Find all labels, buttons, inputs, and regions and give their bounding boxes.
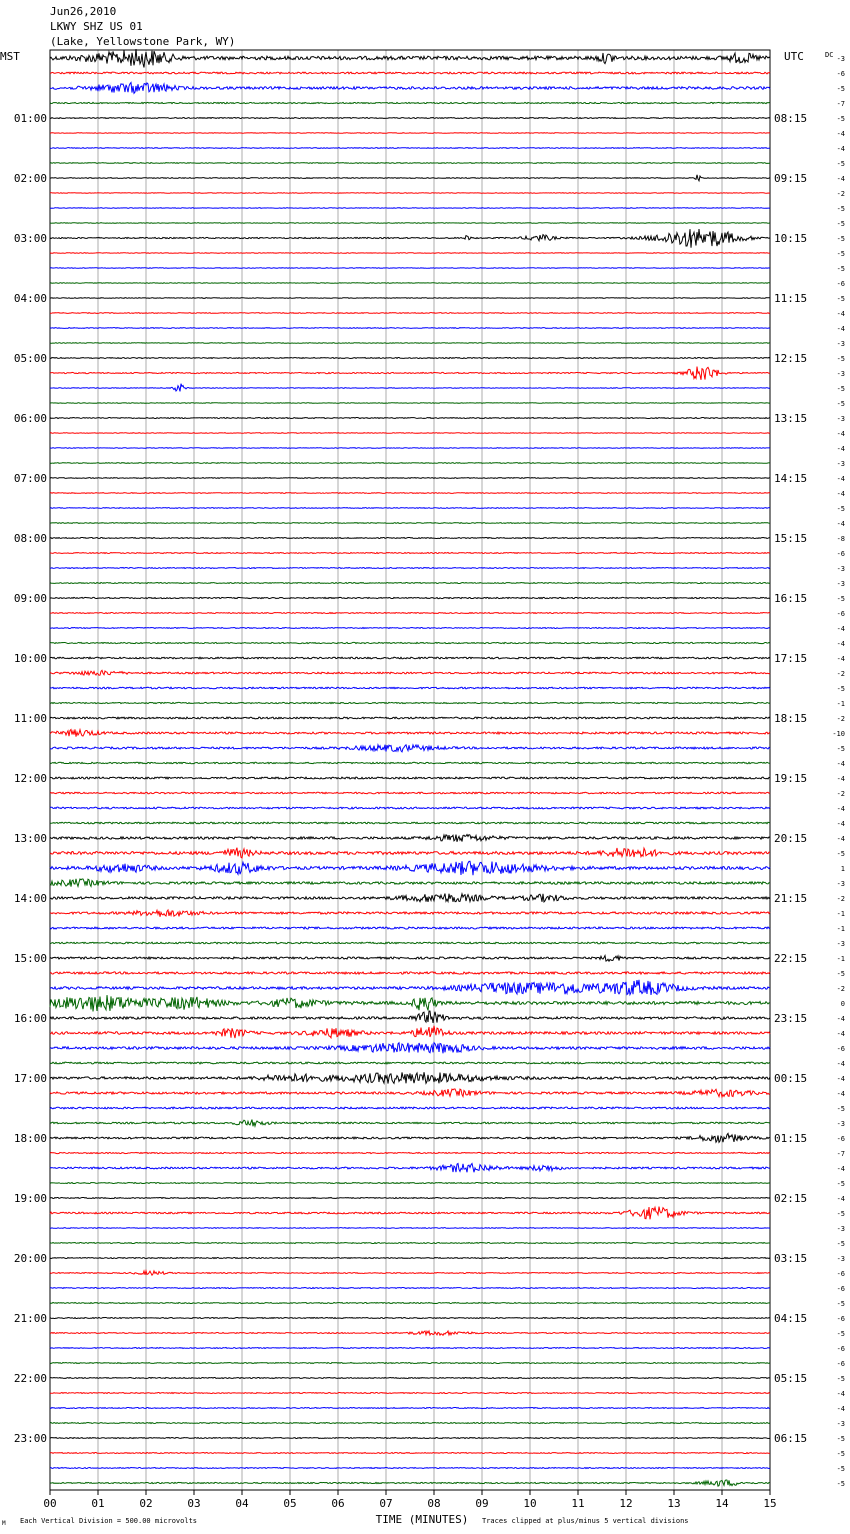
hour-label-left: 07:00 — [13, 472, 47, 485]
x-tick-label: 09 — [475, 1497, 489, 1510]
dc-offset-label: -3 — [836, 55, 845, 63]
dc-offset-label: -4 — [836, 490, 845, 498]
seismic-trace — [50, 879, 770, 887]
seismic-trace — [50, 175, 770, 181]
seismic-trace — [50, 358, 770, 359]
dc-offset-label: -5 — [836, 1465, 845, 1473]
hour-label-right: 16:15 — [774, 592, 808, 605]
seismic-trace — [50, 642, 770, 643]
dc-offset-label: -4 — [836, 1060, 845, 1068]
seismic-trace — [50, 433, 770, 434]
x-tick-label: 03 — [187, 1497, 201, 1510]
seismic-trace — [50, 1107, 770, 1109]
hour-label-right: 00:15 — [774, 1072, 808, 1085]
dc-offset-label: -6 — [836, 1360, 845, 1368]
seismic-trace — [50, 1228, 770, 1229]
seismic-trace — [50, 229, 770, 248]
dc-offset-label: -5 — [836, 1300, 845, 1308]
hour-label-right: 20:15 — [774, 832, 808, 845]
seismic-trace — [50, 403, 770, 404]
x-tick-label: 11 — [571, 1497, 585, 1510]
hour-label-left: 19:00 — [13, 1192, 47, 1205]
dc-offset-label: -2 — [836, 670, 845, 678]
seismic-trace — [50, 762, 770, 763]
dc-offset-label: -3 — [836, 1255, 845, 1263]
seismic-trace — [50, 283, 770, 284]
date-label: Jun26,2010 — [50, 5, 117, 18]
seismic-trace — [50, 745, 770, 752]
x-tick-label: 07 — [379, 1497, 393, 1510]
seismic-trace — [50, 193, 770, 194]
dc-offset-label: -3 — [836, 880, 845, 888]
dc-offset-label: -5 — [836, 1480, 845, 1488]
dc-offset-label: -6 — [836, 1315, 845, 1323]
dc-offset-label: -3 — [836, 1225, 845, 1233]
hour-label-left: 10:00 — [13, 652, 47, 665]
dc-offset-label: -4 — [836, 430, 845, 438]
seismic-trace — [50, 980, 770, 995]
hour-label-left: 18:00 — [13, 1132, 47, 1145]
seismic-trace — [50, 49, 770, 67]
seismic-trace — [50, 628, 770, 629]
hour-label-right: 14:15 — [774, 472, 808, 485]
dc-offset-label: -5 — [836, 265, 845, 273]
x-tick-label: 00 — [43, 1497, 57, 1510]
seismic-trace — [50, 597, 770, 598]
dc-offset-label: -3 — [836, 460, 845, 468]
seismic-trace — [50, 702, 770, 703]
seismic-trace — [50, 523, 770, 524]
seismic-trace — [50, 1393, 770, 1394]
hour-label-right: 18:15 — [774, 712, 808, 725]
dc-offset-label: -5 — [836, 1180, 845, 1188]
seismic-trace — [50, 1453, 770, 1454]
seismic-trace — [50, 729, 770, 736]
x-tick-label: 15 — [763, 1497, 777, 1510]
seismic-trace — [50, 268, 770, 269]
dc-offset-label: -6 — [836, 1135, 845, 1143]
seismic-trace — [50, 1480, 770, 1486]
dc-offset-label: -4 — [836, 520, 845, 528]
seismic-trace — [50, 1198, 770, 1199]
dc-offset-label: -5 — [836, 220, 845, 228]
hour-label-right: 09:15 — [774, 172, 808, 185]
seismic-trace — [50, 613, 770, 614]
dc-offset-label: -6 — [836, 610, 845, 618]
hour-label-right: 13:15 — [774, 412, 808, 425]
seismic-trace — [50, 208, 770, 209]
dc-offset-label: -5 — [836, 1450, 845, 1458]
dc-offset-label: -4 — [836, 775, 845, 783]
dc-offset-label: 1 — [840, 865, 845, 873]
dc-offset-label: -3 — [836, 340, 845, 348]
seismic-trace — [50, 792, 770, 794]
seismic-trace — [50, 102, 770, 103]
dc-offset-label: -2 — [836, 790, 845, 798]
seismic-trace — [50, 807, 770, 809]
hour-label-left: 16:00 — [13, 1012, 47, 1025]
seismic-trace — [50, 1288, 770, 1289]
dc-offset-label: -4 — [836, 625, 845, 633]
seismic-trace — [50, 1438, 770, 1439]
seismic-trace — [50, 163, 770, 164]
dc-offset-label: -2 — [836, 715, 845, 723]
dc-offset-label: -5 — [836, 115, 845, 123]
seismic-trace — [50, 777, 770, 779]
dc-offset-label: -3 — [836, 580, 845, 588]
seismic-trace — [50, 942, 770, 944]
seismic-trace — [50, 72, 770, 74]
dc-offset-label: -5 — [836, 505, 845, 513]
seismic-trace — [50, 670, 770, 675]
dc-offset-label: -5 — [836, 295, 845, 303]
seismic-trace — [50, 1072, 770, 1083]
seismic-trace — [50, 1468, 770, 1469]
seismic-trace — [50, 956, 770, 962]
dc-offset-label: -5 — [836, 595, 845, 603]
dc-offset-label: -5 — [836, 205, 845, 213]
dc-offset-label: -3 — [836, 1120, 845, 1128]
seismic-trace — [50, 83, 770, 94]
dc-offset-label: -6 — [836, 1045, 845, 1053]
seismic-trace — [50, 538, 770, 539]
seismic-trace — [50, 848, 770, 858]
left-axis-title: MST — [0, 50, 20, 63]
hour-label-left: 15:00 — [13, 952, 47, 965]
dc-offset-label: -5 — [836, 685, 845, 693]
dc-offset-label: -5 — [836, 355, 845, 363]
dc-offset-label: -5 — [836, 160, 845, 168]
seismic-trace — [50, 253, 770, 254]
dc-offset-label: -4 — [836, 1390, 845, 1398]
dc-offset-label: -5 — [836, 400, 845, 408]
dc-offset-label: -4 — [836, 1090, 845, 1098]
seismic-trace — [50, 717, 770, 719]
hour-label-right: 01:15 — [774, 1132, 808, 1145]
seismic-trace — [50, 478, 770, 479]
hour-label-left: 11:00 — [13, 712, 47, 725]
x-tick-label: 08 — [427, 1497, 441, 1510]
seismic-trace — [50, 1318, 770, 1319]
dc-offset-label: -8 — [836, 535, 845, 543]
dc-offset-label: -4 — [836, 445, 845, 453]
x-tick-label: 01 — [91, 1497, 105, 1510]
dc-offset-label: -5 — [836, 1240, 845, 1248]
dc-offset-label: -10 — [832, 730, 845, 738]
hour-label-left: 08:00 — [13, 532, 47, 545]
dc-offset-label: -4 — [836, 130, 845, 138]
hour-label-left: 20:00 — [13, 1252, 47, 1265]
dc-offset-label: -4 — [836, 1075, 845, 1083]
x-tick-label: 14 — [715, 1497, 729, 1510]
dc-offset-label: -5 — [836, 1375, 845, 1383]
seismic-trace — [50, 1408, 770, 1409]
dc-offset-label: -2 — [836, 190, 845, 198]
hour-label-right: 10:15 — [774, 232, 808, 245]
hour-label-right: 15:15 — [774, 532, 808, 545]
x-tick-label: 06 — [331, 1497, 345, 1510]
dc-offset-label: -5 — [836, 1210, 845, 1218]
dc-offset-label: -4 — [836, 175, 845, 183]
seismic-trace — [50, 1133, 770, 1142]
x-tick-label: 10 — [523, 1497, 537, 1510]
seismic-trace — [50, 508, 770, 509]
dc-offset-label: -6 — [836, 1270, 845, 1278]
dc-offset-label: -3 — [836, 370, 845, 378]
seismic-trace — [50, 223, 770, 224]
dc-offset-label: -4 — [836, 655, 845, 663]
dc-offset-label: -1 — [836, 955, 845, 963]
seismic-trace — [50, 1183, 770, 1184]
seismic-trace — [50, 133, 770, 134]
hour-label-left: 09:00 — [13, 592, 47, 605]
x-tick-label: 13 — [667, 1497, 681, 1510]
hour-label-right: 02:15 — [774, 1192, 808, 1205]
dc-offset-label: -5 — [836, 970, 845, 978]
seismic-trace — [50, 1243, 770, 1244]
seismic-trace — [50, 1378, 770, 1379]
dc-offset-label: -5 — [836, 250, 845, 258]
dc-offset-label: -4 — [836, 805, 845, 813]
hour-label-right: 22:15 — [774, 952, 808, 965]
hour-label-right: 12:15 — [774, 352, 808, 365]
dc-offset-label: -4 — [836, 310, 845, 318]
seismic-trace — [50, 657, 770, 659]
dc-offset-label: -6 — [836, 70, 845, 78]
seismic-trace — [50, 1363, 770, 1364]
seismic-trace — [50, 995, 770, 1011]
hour-label-right: 11:15 — [774, 292, 808, 305]
dc-offset-label: -4 — [836, 1165, 845, 1173]
seismic-trace — [50, 835, 770, 842]
hour-label-left: 17:00 — [13, 1072, 47, 1085]
seismic-trace — [50, 910, 770, 917]
seismic-trace — [50, 1120, 770, 1127]
x-tick-label: 12 — [619, 1497, 633, 1510]
hour-label-left: 05:00 — [13, 352, 47, 365]
seismic-trace — [50, 1258, 770, 1259]
hour-label-right: 21:15 — [774, 892, 808, 905]
seismic-trace — [50, 1152, 770, 1153]
hour-label-left: 06:00 — [13, 412, 47, 425]
hour-label-right: 05:15 — [774, 1372, 808, 1385]
hour-label-right: 06:15 — [774, 1432, 808, 1445]
location-label: (Lake, Yellowstone Park, WY) — [50, 35, 236, 48]
right-axis-title: UTC — [784, 50, 804, 63]
seismic-trace — [50, 583, 770, 584]
dc-offset-label: -3 — [836, 565, 845, 573]
seismic-trace — [50, 822, 770, 824]
dc-offset-label: -4 — [836, 640, 845, 648]
seismic-trace — [50, 687, 770, 689]
dc-offset-label: -2 — [836, 985, 845, 993]
dc-offset-label: -4 — [836, 325, 845, 333]
x-tick-label: 02 — [139, 1497, 153, 1510]
seismic-trace — [50, 148, 770, 149]
seismic-trace — [50, 313, 770, 314]
seismic-trace — [50, 1423, 770, 1424]
dc-offset-label: -6 — [836, 1345, 845, 1353]
dc-offset-label: -5 — [836, 385, 845, 393]
hour-label-left: 14:00 — [13, 892, 47, 905]
dc-offset-label: -4 — [836, 1015, 845, 1023]
seismic-trace — [50, 1331, 770, 1335]
hour-label-left: 03:00 — [13, 232, 47, 245]
dc-offset-label: -4 — [836, 475, 845, 483]
seismic-trace — [50, 972, 770, 974]
hour-label-right: 23:15 — [774, 1012, 808, 1025]
seismic-trace — [50, 927, 770, 929]
dc-offset-label: -4 — [836, 1030, 845, 1038]
seismic-trace — [50, 1271, 770, 1275]
x-axis-title: TIME (MINUTES) — [375, 1513, 469, 1526]
seismic-trace — [50, 1348, 770, 1349]
dc-offset-label: -3 — [836, 1420, 845, 1428]
seismic-trace — [50, 861, 770, 875]
corner-mark: M — [2, 1520, 6, 1527]
dc-offset-label: -6 — [836, 1285, 845, 1293]
seismic-trace — [50, 1011, 770, 1023]
x-tick-label: 04 — [235, 1497, 249, 1510]
dc-offset-label: -1 — [836, 700, 845, 708]
seismic-trace — [50, 568, 770, 569]
dc-offset-label: -4 — [836, 760, 845, 768]
hour-label-left: 02:00 — [13, 172, 47, 185]
seismic-trace — [50, 1026, 770, 1038]
x-tick-label: 05 — [283, 1497, 297, 1510]
seismic-trace — [50, 118, 770, 119]
dc-offset-label: -6 — [836, 280, 845, 288]
dc-offset-label: 0 — [840, 1000, 845, 1008]
seismic-trace — [50, 894, 770, 902]
seismic-trace — [50, 384, 770, 392]
seismic-trace — [50, 1062, 770, 1064]
dc-offset-label: -5 — [836, 850, 845, 858]
dc-offset-label: -4 — [836, 145, 845, 153]
station-label: LKWY SHZ US 01 — [50, 20, 143, 33]
seismic-trace — [50, 418, 770, 419]
dc-offset-label: -5 — [836, 235, 845, 243]
hour-label-left: 21:00 — [13, 1312, 47, 1325]
dc-offset-label: -4 — [836, 1405, 845, 1413]
seismic-trace — [50, 553, 770, 554]
hour-label-left: 23:00 — [13, 1432, 47, 1445]
hour-label-right: 19:15 — [774, 772, 808, 785]
dc-offset-label: -4 — [836, 835, 845, 843]
dc-offset-label: -4 — [836, 820, 845, 828]
hour-label-left: 01:00 — [13, 112, 47, 125]
dc-offset-label: -5 — [836, 85, 845, 93]
seismic-trace — [50, 493, 770, 494]
seismic-trace — [50, 1207, 770, 1220]
scale-note: Each Vertical Division = 500.00 microvolts — [20, 1517, 198, 1525]
hour-label-left: 22:00 — [13, 1372, 47, 1385]
hour-label-right: 08:15 — [774, 112, 808, 125]
seismic-trace — [50, 463, 770, 464]
hour-label-right: 17:15 — [774, 652, 808, 665]
hour-label-left: 12:00 — [13, 772, 47, 785]
seismic-trace — [50, 1043, 770, 1054]
seismic-trace — [50, 1089, 770, 1097]
seismic-trace — [50, 1164, 770, 1173]
dc-offset-label: -5 — [836, 1330, 845, 1338]
dc-offset-label: -7 — [836, 1150, 845, 1158]
hour-label-right: 04:15 — [774, 1312, 808, 1325]
seismic-trace — [50, 367, 770, 380]
dc-offset-label: -3 — [836, 940, 845, 948]
seismic-trace — [50, 448, 770, 449]
dc-offset-label: -5 — [836, 1435, 845, 1443]
dc-offset-label: -2 — [836, 895, 845, 903]
dc-offset-label: -4 — [836, 1195, 845, 1203]
seismic-trace — [50, 343, 770, 344]
hour-label-left: 04:00 — [13, 292, 47, 305]
dc-offset-label: -7 — [836, 100, 845, 108]
dc-offset-label: -5 — [836, 1105, 845, 1113]
seismic-trace — [50, 328, 770, 329]
hour-label-right: 03:15 — [774, 1252, 808, 1265]
dc-header: DC — [825, 51, 834, 59]
hour-label-left: 13:00 — [13, 832, 47, 845]
dc-offset-label: -6 — [836, 550, 845, 558]
dc-offset-label: -5 — [836, 745, 845, 753]
dc-offset-label: -1 — [836, 925, 845, 933]
seismic-trace — [50, 298, 770, 299]
dc-offset-label: -1 — [836, 910, 845, 918]
seismic-trace — [50, 1303, 770, 1304]
clip-note: Traces clipped at plus/minus 5 vertical divisions — [482, 1517, 689, 1525]
dc-offset-label: -3 — [836, 415, 845, 423]
